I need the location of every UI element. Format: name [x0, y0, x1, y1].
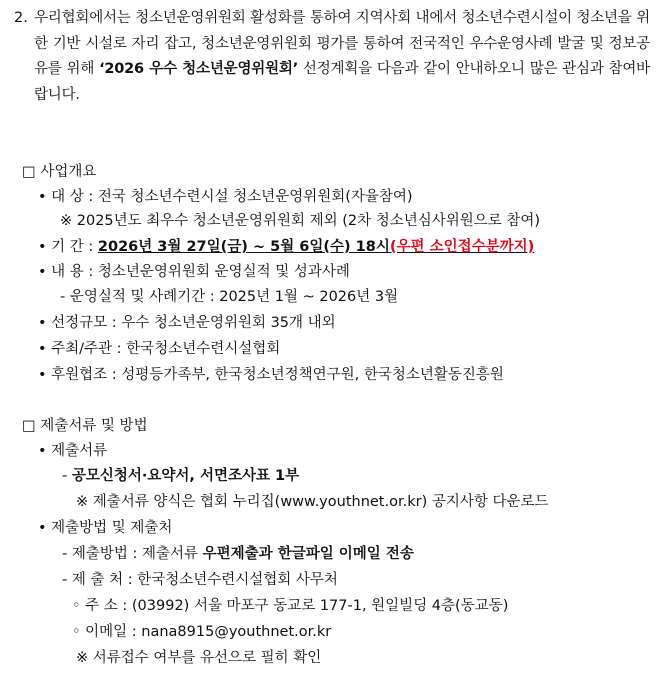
support-row: • 후원협조 : 성평등가족부, 한국청소년정책연구원, 한국청소년활동진흥원 — [38, 367, 504, 383]
host-row: • 주최/주관 : 한국청소년수련시설협회 — [38, 341, 281, 357]
target-note: ※ 2025년도 최우수 청소년운영위원회 제외 (2차 청소년심사위원으로 참여) — [60, 213, 541, 229]
docs-label: • 제출서류 — [38, 443, 108, 459]
target-row — [38, 187, 413, 207]
docs-prefix: - — [62, 468, 68, 484]
target-label: • 대 상 : — [38, 189, 94, 205]
content-row — [38, 262, 350, 282]
period-label: • 기 간 : — [38, 239, 94, 255]
content-value: 청소년운영위원회 운영실적 및 성과사례 — [97, 264, 350, 280]
content-label: • 내 용 : — [38, 264, 94, 280]
period-deadline-note: (우편 소인접수분까지) — [389, 239, 535, 255]
email-row: ◦ 이메일 : nana8915@youthnet.or.kr — [72, 624, 332, 640]
period-value — [98, 239, 534, 255]
method-row — [62, 544, 414, 564]
address-row: ◦ 주 소 : (03992) 서울 마포구 동교로 177-1, 원일빌딩 4층(동교동) — [72, 598, 509, 614]
method-bold: 우편제출과 한글파일 이메일 전송 — [202, 546, 414, 562]
intro-text-2: 선정계획을 다음과 같이 안내하오니 많은 관심과 참여바랍니다. — [34, 61, 650, 103]
period-date: 2026년 3월 27일(금) ~ 5월 6일(수) 18시 — [97, 239, 390, 255]
content-sub: - 운영실적 및 사례기간 : 2025년 1월 ~ 2026년 3월 — [60, 289, 399, 305]
method-prefix: - 제출방법 : 제출서류 — [62, 546, 203, 562]
period-row — [38, 237, 534, 257]
confirm-note: ※ 서류접수 여부를 유선으로 필히 확인 — [76, 650, 322, 666]
section-heading-submission: □ 제출서류 및 방법 — [22, 418, 148, 434]
target-value: 전국 청소년수련시설 청소년운영위원회(자율참여) — [97, 189, 413, 205]
section-heading-overview: □ 사업개요 — [22, 164, 97, 180]
intro-highlight: ‘2026 우수 청소년운영위원회’ — [99, 61, 299, 77]
list-number: 2. — [14, 10, 28, 26]
docs-row — [62, 466, 299, 486]
intro-paragraph — [34, 6, 650, 108]
docs-note: ※ 제출서류 양식은 협회 누리집(www.youthnet.or.kr) 공지사항 다운로드 — [76, 494, 549, 510]
scale-row: • 선정규모 : 우수 청소년운영위원회 35개 내외 — [38, 315, 336, 331]
method-label: • 제출방법 및 제출처 — [38, 520, 173, 536]
docs-value: 공모신청서·요약서, 서면조사표 1부 — [71, 468, 300, 484]
dest-row: - 제 출 처 : 한국청소년수련시설협회 사무처 — [62, 572, 338, 588]
intro-text-1: 우리협회에서는 청소년운영위원회 활성화를 통하여 지역사회 내에서 청소년수련시설이 청소년을 위한 기반 시설로 자리 잡고, 청소년운영위원회 평가를 통하여 전국적인 우수운영사례 발굴 및 정보공유를 위해 — [34, 10, 650, 77]
